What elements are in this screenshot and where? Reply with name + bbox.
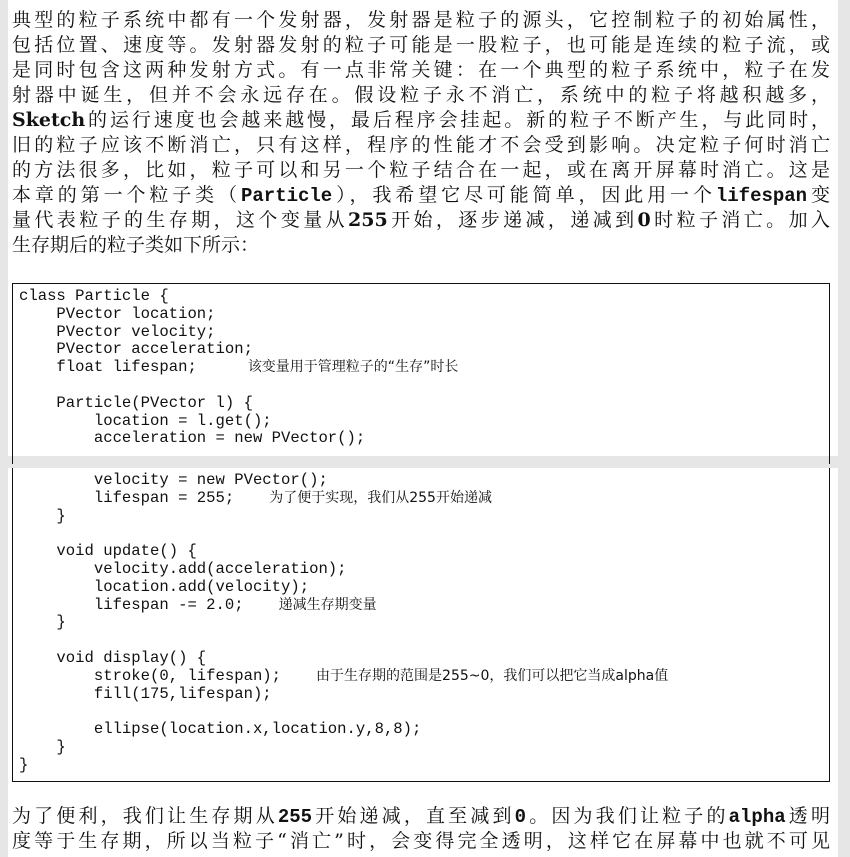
code-line: [19, 472, 668, 490]
text-line: 是同时包含这两种发射方式。有一点非常关键：在一个典型的粒子系统中，粒子在发: [12, 59, 830, 81]
intro-paragraph: [12, 8, 830, 258]
number: 255: [348, 209, 388, 231]
code-text: velocity = new PVector();: [19, 471, 328, 489]
code-text: Particle(PVector l) {: [19, 393, 253, 412]
code-line: [19, 686, 668, 704]
code-line: [19, 413, 458, 431]
text-line: 度等于生存期，所以当粒子“消亡”时，会变得完全透明，这样它在屏幕中也就不可见: [12, 830, 830, 852]
particle-term: Particle: [240, 185, 333, 207]
code-line: [19, 632, 668, 650]
code-line: [19, 508, 668, 526]
code-line: [19, 490, 668, 508]
code-line: [19, 561, 668, 579]
code-line: [19, 306, 458, 324]
code-block-part-1: [12, 283, 830, 464]
code-text: stroke(0, lifespan);: [19, 666, 282, 685]
text: 时粒子消亡。加入: [650, 209, 830, 231]
sketch-term: Sketch: [12, 109, 86, 131]
code-line: [19, 288, 458, 306]
code-line: [19, 757, 668, 775]
code-text: velocity.add(acceleration);: [19, 559, 347, 578]
code-line: [19, 525, 668, 543]
code-line: [19, 597, 668, 615]
text-line: 生存期后的粒子类如下所示：: [12, 234, 260, 256]
code-text: }: [19, 755, 29, 774]
text: ），我希望它尽可能简单，因此用一个: [332, 184, 716, 206]
code-block-part-2: [12, 468, 830, 782]
text: 透明: [785, 805, 830, 827]
text: 量代表粒子的生存期，这个变量从: [12, 209, 349, 231]
text-line: [12, 108, 830, 133]
code-text: acceleration = new PVector();: [19, 429, 366, 448]
page-top: [8, 0, 838, 456]
code-line: [19, 721, 668, 739]
page-bottom: [8, 468, 838, 857]
code-line: [19, 359, 458, 377]
text: 开始，逐步递减，递减到: [387, 209, 638, 231]
code-text: location = l.get();: [19, 411, 272, 430]
text-line: 射器中诞生，但并不会永远存在。假设粒子永不消亡，系统中的粒子将越积越多，: [12, 84, 830, 106]
code-text: class Particle {: [19, 287, 169, 305]
text: 。因为我们让粒子的: [526, 805, 729, 827]
code-text: }: [19, 613, 66, 632]
lifespan-term: lifespan: [715, 185, 808, 207]
alpha-term: alpha: [728, 806, 786, 828]
number: 0: [637, 209, 651, 231]
code-text: lifespan -= 2.0;: [19, 595, 244, 614]
code-comment: 该变量用于管理粒子的“生存”时长: [247, 359, 459, 376]
code-comment: 递减生存期变量: [278, 596, 377, 613]
code-line: [19, 650, 668, 668]
text-line: [12, 183, 830, 208]
code-text: PVector location;: [19, 304, 216, 323]
text-line: 旧的粒子应该不断消亡，只有这样，程序的性能才不会受到影响。决定粒子何时消亡: [12, 134, 830, 156]
number: 0: [514, 806, 527, 828]
code-text: ellipse(location.x,location.y,8,8);: [19, 720, 422, 739]
text: 的运行速度也会越来越慢，最后程序会挂起。新的粒子不断产生，与此同时，: [85, 109, 830, 131]
code-line: [19, 377, 458, 395]
code-text: void update() {: [19, 542, 197, 561]
code-line: [19, 543, 668, 561]
code-text: void display() {: [19, 648, 207, 667]
text: 本章的第一个粒子类（: [12, 184, 241, 206]
code-comment: 由于生存期的范围是255~0，我们可以把它当成alpha值: [316, 667, 669, 684]
code-text: fill(175,lifespan);: [19, 684, 272, 703]
code-text: location.add(velocity);: [19, 577, 310, 596]
code-text: PVector acceleration;: [19, 340, 253, 359]
code-text: PVector velocity;: [19, 322, 216, 341]
code-line: [19, 614, 668, 632]
text-line: 典型的粒子系统中都有一个发射器，发射器是粒子的源头，它控制粒子的初始属性，: [12, 9, 830, 31]
code-text: float lifespan;: [19, 358, 197, 377]
text-line: [12, 208, 830, 233]
text: 为了便利，我们让生存期从: [12, 805, 278, 827]
code-comment: 为了便于实现，我们从255开始递减: [269, 489, 492, 506]
code-line: [19, 739, 668, 757]
code-line: [19, 324, 458, 342]
code-text: }: [19, 737, 66, 756]
number: 255: [277, 806, 313, 828]
followup-paragraph: [12, 804, 830, 854]
text-line: 包括位置、速度等。发射器发射的粒子可能是一股粒子，也可能是连续的粒子流，或: [12, 34, 830, 56]
code-line: [19, 430, 458, 448]
code-text: lifespan = 255;: [19, 488, 235, 507]
code-line: [19, 579, 668, 597]
text-line: 的方法很多，比如，粒子可以和另一个粒子结合在一起，或在离开屏幕时消亡。这是: [12, 159, 830, 181]
code-text: }: [19, 506, 66, 525]
code-line: [19, 703, 668, 721]
code-line: [19, 668, 668, 686]
code-line: [19, 395, 458, 413]
text-line: [12, 804, 830, 829]
text: 开始递减，直至减到: [312, 805, 515, 827]
code-line: [19, 341, 458, 359]
text: 变: [807, 184, 830, 206]
